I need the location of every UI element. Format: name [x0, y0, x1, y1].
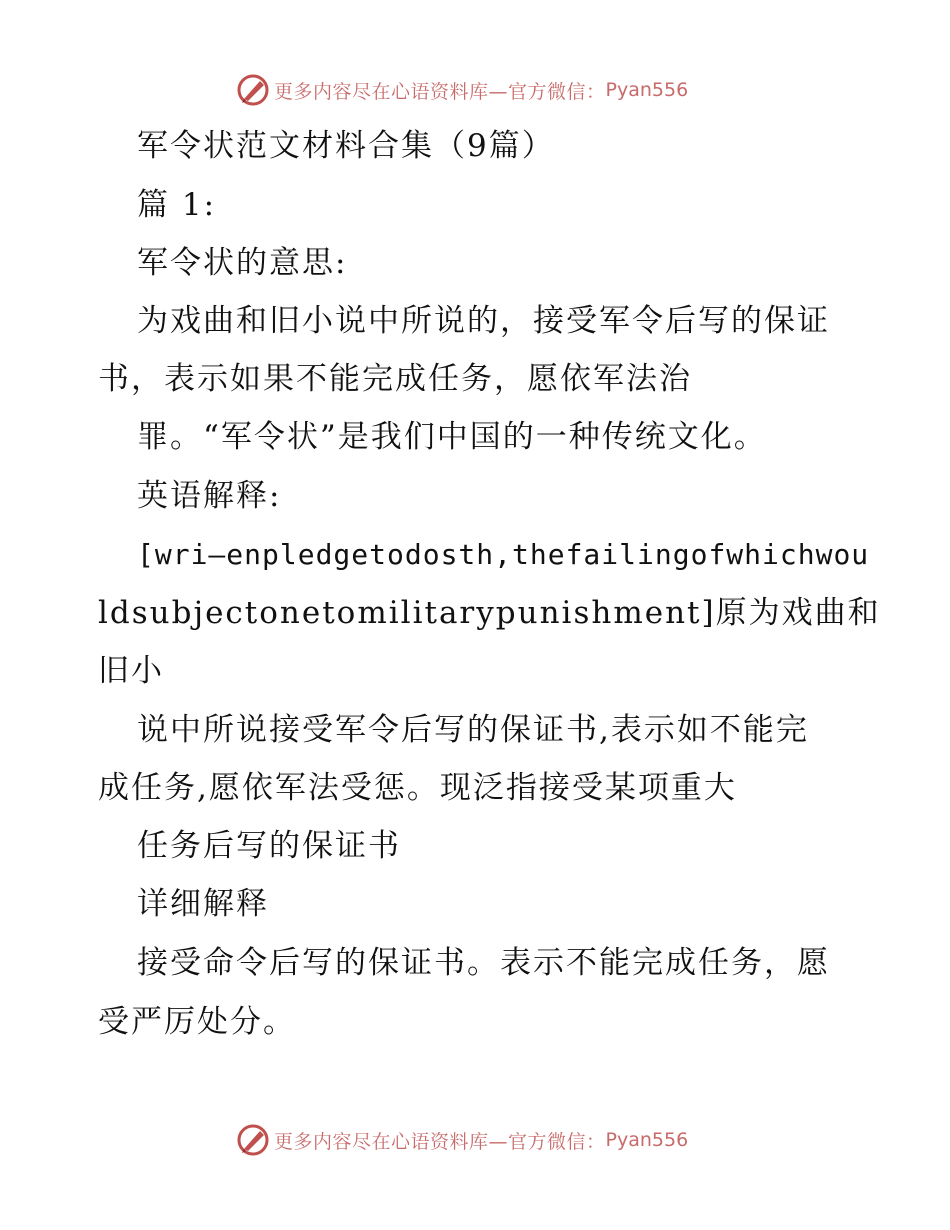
watermark-wechat-id: Pyan556	[605, 1129, 689, 1151]
paragraph-line: 任务后写的保证书	[137, 828, 401, 864]
document-title: 军令状范文材料合集（9篇）	[137, 128, 555, 164]
paragraph-line: [wri—enpledgetodosth,thefailingofwhichwou	[137, 538, 870, 571]
paragraph-line: 接受命令后写的保证书。表示不能完成任务，愿	[137, 945, 830, 981]
paragraph-line: 英语解释:	[137, 478, 282, 514]
paragraph-line: 旧小	[98, 653, 164, 689]
paragraph-line: ldsubjectonetomilitarypunishment]原为戏曲和	[98, 595, 881, 631]
footer-watermark	[236, 1122, 716, 1158]
paragraph-line: 受严厉处分。	[98, 1004, 296, 1040]
header-watermark	[236, 72, 716, 108]
paragraph-line: 为戏曲和旧小说中所说的，接受军令后写的保证	[137, 303, 830, 339]
paragraph-line: 成任务,愿依军法受惩。现泛指接受某项重大	[98, 770, 737, 806]
paragraph-line: 说中所说接受军令后写的保证书,表示如不能完	[137, 712, 809, 748]
watermark-text: 更多内容尽在心语资料库—官方微信：	[274, 1130, 606, 1153]
section-heading: 篇 1:	[137, 187, 217, 223]
watermark-text: 更多内容尽在心语资料库—官方微信：	[274, 80, 606, 103]
paragraph-line: 书，表示如果不能完成任务，愿依军法治	[98, 361, 692, 397]
paragraph-line: 罪。“军令状”是我们中国的一种传统文化。	[137, 419, 767, 455]
pen-logo-icon	[236, 1123, 270, 1157]
pen-logo-icon	[236, 73, 270, 107]
paragraph-line: 详细解释	[137, 886, 269, 922]
watermark-wechat-id: Pyan556	[605, 79, 689, 101]
paragraph-line: 军令状的意思:	[137, 245, 348, 281]
